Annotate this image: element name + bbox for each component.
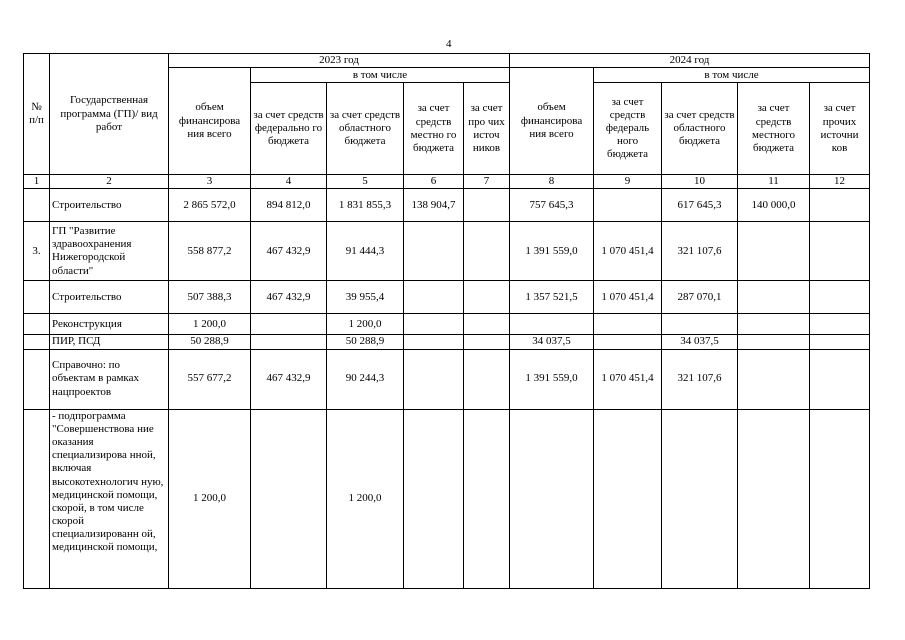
col-index: 11 <box>738 175 810 189</box>
cell-federal-2023: 467 432,9 <box>251 349 327 409</box>
cell-other-2023 <box>464 314 510 335</box>
row-num <box>24 335 50 349</box>
cell-local-2023 <box>404 409 464 588</box>
row-num <box>24 409 50 588</box>
col-index: 2 <box>50 175 169 189</box>
cell-total-2024: 34 037,5 <box>510 335 594 349</box>
row-name: ГП "Развитие здравоохранения Нижегородской области" <box>50 222 169 281</box>
col-index: 7 <box>464 175 510 189</box>
cell-federal-2024: 1 070 451,4 <box>594 349 662 409</box>
cell-total-2024: 757 645,3 <box>510 189 594 222</box>
cell-regional-2024 <box>662 409 738 588</box>
cell-federal-2023: 467 432,9 <box>251 281 327 314</box>
header-regional-2024: за счет средств областного бюджета <box>662 83 738 175</box>
header-local-2024: за счет средств местного бюджета <box>738 83 810 175</box>
row-num <box>24 189 50 222</box>
header-including-2024: в том числе <box>594 68 870 83</box>
cell-total-2023: 1 200,0 <box>169 409 251 588</box>
row-name: Строительство <box>50 189 169 222</box>
cell-federal-2023 <box>251 314 327 335</box>
col-index: 8 <box>510 175 594 189</box>
cell-regional-2023: 50 288,9 <box>327 335 404 349</box>
cell-regional-2023: 91 444,3 <box>327 222 404 281</box>
cell-local-2024 <box>738 349 810 409</box>
cell-other-2024 <box>810 281 870 314</box>
cell-other-2023 <box>464 281 510 314</box>
cell-local-2024 <box>738 335 810 349</box>
cell-local-2023 <box>404 335 464 349</box>
cell-local-2023 <box>404 281 464 314</box>
page-number: 4 <box>446 38 452 50</box>
table-row <box>24 335 870 349</box>
cell-regional-2023: 1 200,0 <box>327 314 404 335</box>
col-index: 3 <box>169 175 251 189</box>
header-total-2024: объем финансирова ния всего <box>510 68 594 175</box>
cell-local-2024 <box>738 222 810 281</box>
cell-other-2023 <box>464 189 510 222</box>
header-col-num: № п/п <box>24 54 50 175</box>
cell-regional-2023: 1 831 855,3 <box>327 189 404 222</box>
cell-local-2024 <box>738 281 810 314</box>
cell-total-2024 <box>510 314 594 335</box>
row-name: - подпрограмма "Совершенствова ние оказания специализирова нной, включая высокотехнологич ную, медицинской помощи, скорой, в том числе скорой специализированн ой, медицинской помощи, <box>50 409 169 588</box>
table-row <box>24 409 870 588</box>
cell-other-2023 <box>464 335 510 349</box>
cell-other-2024 <box>810 409 870 588</box>
cell-other-2023 <box>464 349 510 409</box>
cell-total-2023: 557 677,2 <box>169 349 251 409</box>
cell-regional-2023: 39 955,4 <box>327 281 404 314</box>
cell-local-2023 <box>404 349 464 409</box>
cell-regional-2023: 90 244,3 <box>327 349 404 409</box>
header-including-2023: в том числе <box>251 68 510 83</box>
col-index: 5 <box>327 175 404 189</box>
header-year-2023: 2023 год <box>169 54 510 68</box>
column-index-row <box>24 175 870 189</box>
cell-total-2023: 1 200,0 <box>169 314 251 335</box>
cell-federal-2023 <box>251 335 327 349</box>
cell-total-2024 <box>510 409 594 588</box>
row-name: Реконструкция <box>50 314 169 335</box>
cell-federal-2024 <box>594 335 662 349</box>
header-year-2024: 2024 год <box>510 54 870 68</box>
cell-total-2023: 2 865 572,0 <box>169 189 251 222</box>
col-index: 6 <box>404 175 464 189</box>
cell-regional-2024: 617 645,3 <box>662 189 738 222</box>
cell-federal-2023 <box>251 409 327 588</box>
budget-table <box>23 53 870 589</box>
cell-total-2024: 1 357 521,5 <box>510 281 594 314</box>
col-index: 4 <box>251 175 327 189</box>
cell-federal-2024: 1 070 451,4 <box>594 222 662 281</box>
header-col-program: Государственная программа (ГП)/ вид работ <box>50 54 169 175</box>
cell-other-2023 <box>464 222 510 281</box>
row-name: Справочно: по объектам в рамках нацпроектов <box>50 349 169 409</box>
cell-regional-2024: 321 107,6 <box>662 349 738 409</box>
cell-local-2024 <box>738 409 810 588</box>
cell-other-2024 <box>810 222 870 281</box>
row-num: 3. <box>24 222 50 281</box>
header-local-2023: за счет средств местно го бюджета <box>404 83 464 175</box>
header-total-2023: объем финансирова ния всего <box>169 68 251 175</box>
cell-regional-2024: 34 037,5 <box>662 335 738 349</box>
row-name: Строительство <box>50 281 169 314</box>
cell-regional-2024: 287 070,1 <box>662 281 738 314</box>
cell-other-2023 <box>464 409 510 588</box>
cell-total-2023: 507 388,3 <box>169 281 251 314</box>
table-row <box>24 281 870 314</box>
cell-federal-2023: 467 432,9 <box>251 222 327 281</box>
cell-other-2024 <box>810 189 870 222</box>
cell-total-2023: 50 288,9 <box>169 335 251 349</box>
cell-total-2024: 1 391 559,0 <box>510 222 594 281</box>
header-other-2024: за счет прочих источни ков <box>810 83 870 175</box>
col-index: 1 <box>24 175 50 189</box>
header-regional-2023: за счет средств областного бюджета <box>327 83 404 175</box>
table-row <box>24 314 870 335</box>
col-index: 12 <box>810 175 870 189</box>
table-row <box>24 222 870 281</box>
cell-other-2024 <box>810 349 870 409</box>
table-row <box>24 189 870 222</box>
cell-regional-2023: 1 200,0 <box>327 409 404 588</box>
header-row-years <box>24 54 870 68</box>
row-num <box>24 314 50 335</box>
cell-local-2024 <box>738 314 810 335</box>
cell-federal-2024 <box>594 189 662 222</box>
cell-local-2024: 140 000,0 <box>738 189 810 222</box>
cell-total-2024: 1 391 559,0 <box>510 349 594 409</box>
cell-regional-2024 <box>662 314 738 335</box>
cell-total-2023: 558 877,2 <box>169 222 251 281</box>
row-num <box>24 349 50 409</box>
header-federal-2024: за счет средств федераль ного бюджета <box>594 83 662 175</box>
cell-local-2023 <box>404 314 464 335</box>
cell-local-2023 <box>404 222 464 281</box>
cell-other-2024 <box>810 335 870 349</box>
header-other-2023: за счет про чих источ ников <box>464 83 510 175</box>
col-index: 9 <box>594 175 662 189</box>
header-federal-2023: за счет средств федерально го бюджета <box>251 83 327 175</box>
cell-local-2023: 138 904,7 <box>404 189 464 222</box>
cell-regional-2024: 321 107,6 <box>662 222 738 281</box>
row-num <box>24 281 50 314</box>
cell-federal-2024: 1 070 451,4 <box>594 281 662 314</box>
col-index: 10 <box>662 175 738 189</box>
cell-federal-2023: 894 812,0 <box>251 189 327 222</box>
table-row <box>24 349 870 409</box>
cell-federal-2024 <box>594 314 662 335</box>
row-name: ПИР, ПСД <box>50 335 169 349</box>
cell-other-2024 <box>810 314 870 335</box>
cell-federal-2024 <box>594 409 662 588</box>
